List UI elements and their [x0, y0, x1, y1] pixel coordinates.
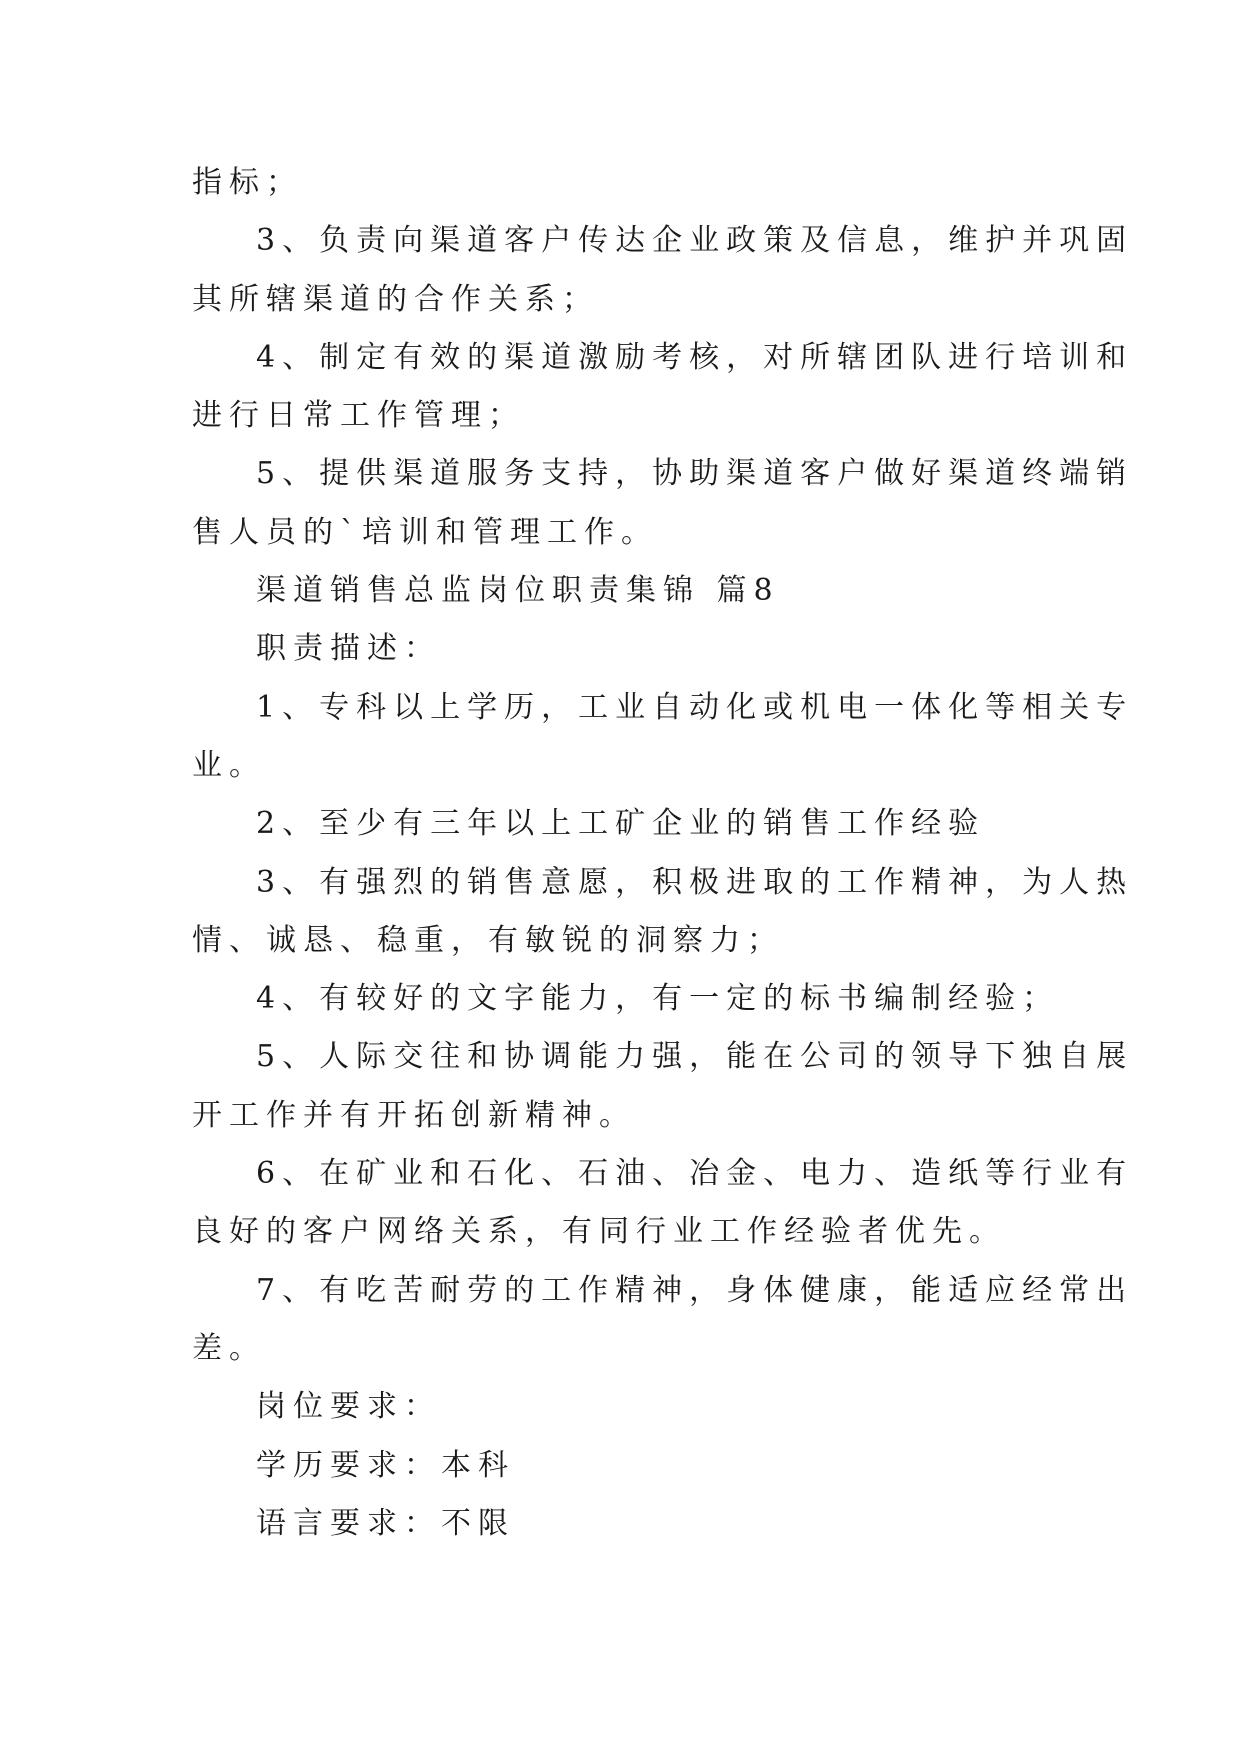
text-line: 开工作并有开拓创新精神。 [192, 1097, 636, 1133]
subheading-requirements: 岗位要求： [256, 1389, 441, 1425]
text-line: 5、人际交往和协调能力强，能在公司的领导下独自展 [256, 1039, 1134, 1075]
text-line: 差。 [192, 1330, 266, 1366]
text-line: 5、提供渠道服务支持，协助渠道客户做好渠道终端销 [256, 456, 1134, 492]
requirement-language: 语言要求：不限 [256, 1505, 515, 1541]
text-line: 4、制定有效的渠道激励考核，对所辖团队进行培训和 [256, 339, 1134, 375]
text-line: 3、负责向渠道客户传达企业政策及信息，维护并巩固 [256, 223, 1134, 259]
text-line: 指标； [192, 165, 303, 200]
text-line: 1、专科以上学历，工业自动化或机电一体化等相关专 [256, 689, 1134, 725]
text-line: 4、有较好的文字能力，有一定的标书编制经验； [256, 981, 1060, 1017]
requirement-education: 学历要求：本科 [256, 1447, 515, 1483]
subheading-duties: 职责描述： [256, 631, 441, 667]
text-line: 良好的客户网络关系，有同行业工作经验者优先。 [192, 1214, 1006, 1250]
text-line: 售人员的`培训和管理工作。 [192, 514, 658, 550]
text-line: 3、有强烈的销售意愿，积极进取的工作精神，为人热 [256, 864, 1134, 900]
text-line: 2、至少有三年以上工矿企业的销售工作经验 [256, 806, 986, 842]
text-line: 7、有吃苦耐劳的工作精神，身体健康，能适应经常出 [256, 1272, 1134, 1308]
section-heading: 渠道销售总监岗位职责集锦 篇8 [256, 573, 780, 609]
document-body [192, 154, 1134, 1553]
text-line: 进行日常工作管理； [192, 398, 525, 434]
text-line: 情、诚恳、稳重，有敏锐的洞察力； [192, 922, 784, 958]
text-line: 其所辖渠道的合作关系； [192, 281, 599, 317]
text-line: 业。 [192, 747, 266, 783]
text-line: 6、在矿业和石化、石油、冶金、电力、造纸等行业有 [256, 1156, 1134, 1192]
